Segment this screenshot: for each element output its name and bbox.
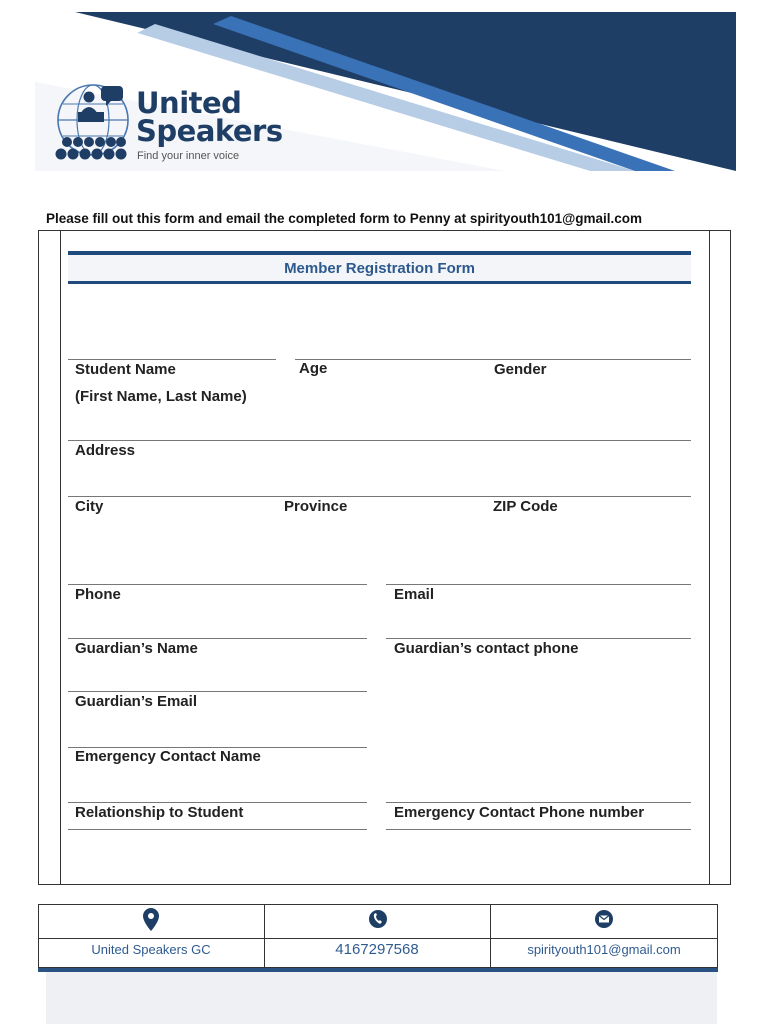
form-right-rule [709,230,710,885]
address-line[interactable] [68,440,691,441]
phone-text[interactable]: 4167297568 [335,941,419,958]
footer-panel [46,972,717,1024]
age-label: Age [299,360,328,377]
phone-label: Phone [75,586,121,603]
guardian-name-line[interactable] [68,638,367,639]
guardian-email-line[interactable] [68,691,367,692]
globe-logo-icon [53,84,135,164]
phone-line[interactable] [68,584,367,585]
instruction-text: Please fill out this form and email the completed form to Penny at spirityouth101@gmail.com [46,211,643,226]
city-label: City [75,498,104,515]
relationship-line[interactable] [68,802,367,803]
province-label: Province [284,498,348,515]
emergency-name-label: Emergency Contact Name [75,748,261,765]
city-line[interactable] [68,496,691,497]
gender-label: Gender [494,361,547,378]
relationship-bottom-line [68,829,367,830]
contact-divider-1 [264,904,265,968]
emergency-phone-label: Emergency Contact Phone number [394,804,645,821]
guardian-phone-line[interactable] [386,638,691,639]
form-left-rule [60,230,61,885]
email-label: Email [394,586,435,603]
envelope-icon [589,906,619,934]
guardian-phone-label: Guardian’s contact phone [394,640,579,657]
brand-tagline: Find your inner voice [137,150,240,162]
emergency-phone-line[interactable] [386,802,691,803]
brand-name-line1: United [136,86,242,120]
guardian-name-label: Guardian’s Name [75,640,198,657]
relationship-label: Relationship to Student [75,804,244,821]
student-name-line[interactable] [68,359,276,360]
brand-name-line2: Speakers [136,114,283,148]
location-text: United Speakers GC [91,942,211,957]
guardian-email-label: Guardian’s Email [75,693,197,710]
contact-divider-2 [490,904,491,968]
email-line[interactable] [386,584,691,585]
phone-icon [363,906,393,934]
address-label: Address [75,442,136,459]
form-title: Member Registration Form [284,260,475,277]
student-name-hint: (First Name, Last Name) [75,388,247,405]
contact-row-divider [38,938,718,939]
emergency-phone-bottom-line [386,829,691,830]
student-name-label: Student Name [75,361,176,378]
header-banner [35,12,736,171]
form-frame [38,230,731,885]
form-title-bar [68,251,691,284]
age-gender-line[interactable] [295,359,691,360]
email-link[interactable]: spirityouth101@gmail.com [527,942,681,957]
zip-label: ZIP Code [493,498,558,515]
map-pin-icon [136,906,166,934]
